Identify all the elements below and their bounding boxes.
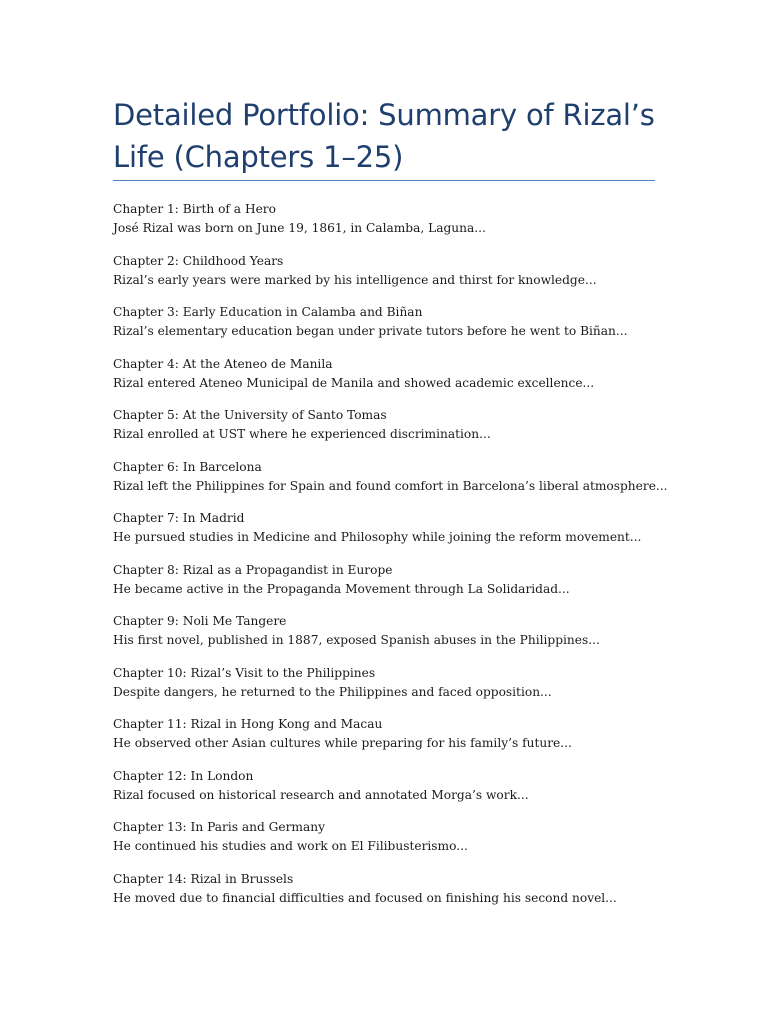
chapter-title: Chapter 13: In Paris and Germany [113, 820, 325, 834]
chapter-summary: Rizal enrolled at UST where he experienced discrimination... [113, 427, 491, 441]
chapter-title: Chapter 5: At the University of Santo Tomas [113, 408, 387, 422]
chapter-entry-4 [113, 355, 693, 407]
chapter-summary: Rizal left the Philippines for Spain and found comfort in Barcelona’s liberal atmosphere... [113, 478, 668, 493]
chapter-title: Chapter 1: Birth of a Hero [113, 202, 276, 216]
chapter-title: Chapter 3: Early Education in Calamba and Biñan [113, 305, 423, 319]
chapter-entry-3 [113, 303, 693, 355]
chapter-entry-7 [113, 509, 693, 561]
chapter-entry-2 [113, 252, 693, 304]
chapter-summary: He became active in the Propaganda Movement through La Solidaridad... [113, 581, 570, 596]
chapter-summary: Rizal’s early years were marked by his intelligence and thirst for knowledge... [113, 272, 597, 287]
chapter-summary: José Rizal was born on June 19, 1861, in Calamba, Laguna... [113, 221, 486, 235]
chapter-entry-9 [113, 612, 693, 664]
chapter-list [113, 200, 693, 921]
chapter-entry-1 [113, 200, 693, 252]
chapter-summary: Rizal’s elementary education began under private tutors before he went to Biñan... [113, 324, 628, 338]
chapter-summary: He continued his studies and work on El Filibusterismo... [113, 839, 468, 853]
chapter-title: Chapter 10: Rizal’s Visit to the Philippines [113, 665, 376, 680]
chapter-title: Chapter 11: Rizal in Hong Kong and Macau [113, 717, 383, 731]
chapter-entry-13 [113, 818, 693, 870]
chapter-entry-14 [113, 870, 693, 922]
chapter-title: Chapter 2: Childhood Years [113, 253, 284, 268]
chapter-entry-10 [113, 664, 693, 716]
chapter-summary: He observed other Asian cultures while preparing for his family’s future... [113, 736, 572, 750]
chapter-summary: Despite dangers, he returned to the Philippines and faced opposition... [113, 684, 552, 699]
chapter-entry-6 [113, 458, 693, 510]
title-underline-rule [113, 180, 655, 181]
chapter-summary: He moved due to financial difficulties and focused on finishing his second novel... [113, 890, 617, 905]
chapter-title: Chapter 9: Noli Me Tangere [113, 614, 287, 628]
chapter-entry-8 [113, 561, 693, 613]
chapter-summary: His first novel, published in 1887, exposed Spanish abuses in the Philippines... [113, 633, 600, 647]
chapter-summary: He pursued studies in Medicine and Philosophy while joining the reform movement... [113, 530, 642, 544]
document-title: Detailed Portfolio: Summary of Rizal’s Life (Chapters 1–25) [113, 98, 655, 174]
chapter-title: Chapter 12: In London [113, 768, 254, 783]
chapter-title: Chapter 7: In Madrid [113, 511, 245, 525]
chapter-entry-5 [113, 406, 693, 458]
chapter-title: Chapter 6: In Barcelona [113, 459, 262, 474]
chapter-entry-12 [113, 767, 693, 819]
chapter-summary: Rizal focused on historical research and annotated Morga’s work... [113, 787, 529, 802]
chapter-entry-11 [113, 715, 693, 767]
chapter-title: Chapter 4: At the Ateneo de Manila [113, 356, 333, 371]
chapter-title: Chapter 8: Rizal as a Propagandist in Europe [113, 562, 393, 577]
chapter-summary: Rizal entered Ateneo Municipal de Manila and showed academic excellence... [113, 375, 595, 390]
chapter-title: Chapter 14: Rizal in Brussels [113, 871, 294, 886]
